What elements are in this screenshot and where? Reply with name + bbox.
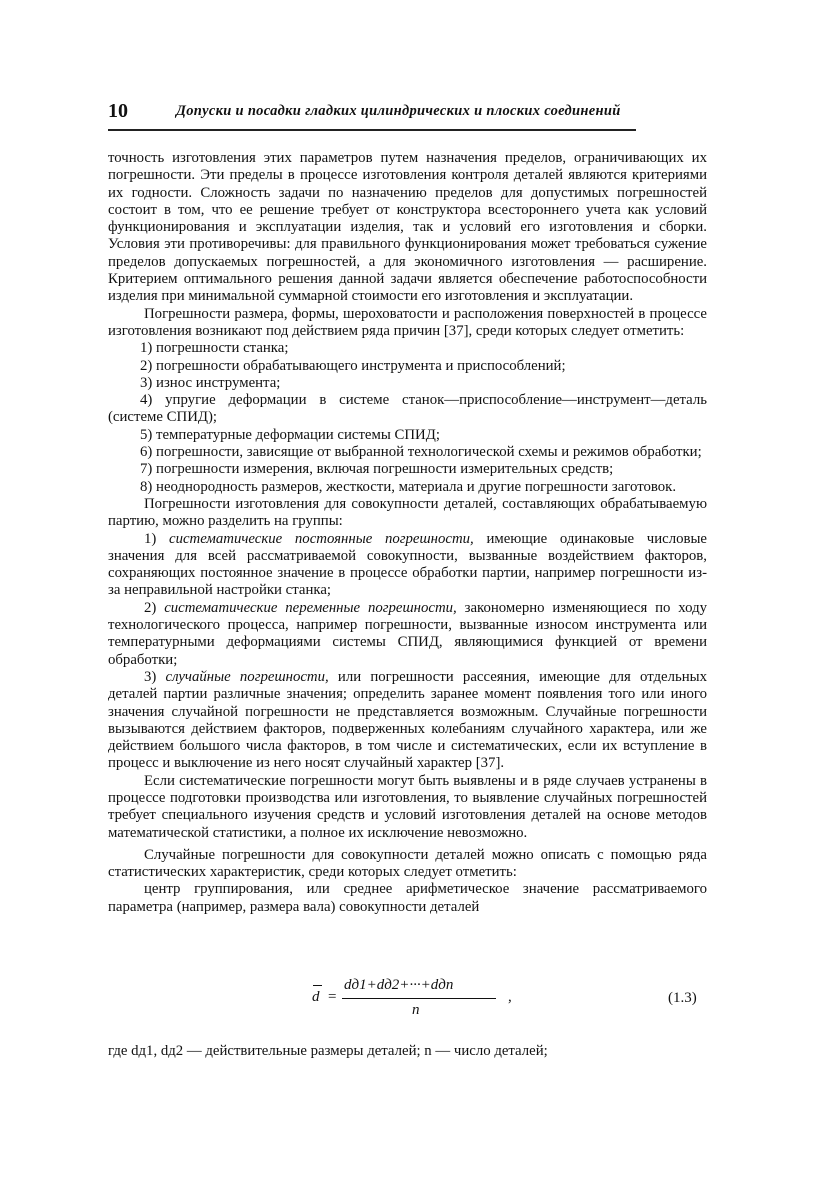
paragraph-4: Если систематические погрешности могут быть выявлены и в ряде случаев устранены в процессе подготовки производства или изготовления, то выявление случайных погрешностей требует специального изучения средств и условий изготовления деталей на основе методов математической статистики, а полное их исключение невозможно. xyxy=(108,772,707,841)
group-item-2 xyxy=(108,600,707,669)
paragraph-3: Погрешности изготовления для совокупности деталей, составляющих обрабатываемую партию, можно разделить на группы: xyxy=(108,495,707,530)
paragraph-5: Случайные погрешности для совокупности деталей можно описать с помощью ряда статистических характеристик, среди которых следует отметить: xyxy=(108,846,707,881)
where-line: где dд1, dд2 — действительные размеры деталей; n — число деталей; xyxy=(108,1043,548,1059)
list-item: 8) неоднородность размеров, жесткости, материала и другие погрешности заготовок. xyxy=(140,478,677,495)
header-rule xyxy=(108,129,636,131)
group-text: закономерно изменяющиеся по ходу технологического процесса, например погрешности, вызванные износом инструмента или температурными деформациями системы СПИД, являющимися функцией от времени обработки; xyxy=(108,599,708,668)
group-item-1 xyxy=(108,531,707,600)
body-text xyxy=(108,150,707,916)
running-header xyxy=(108,100,628,124)
group-term: систематические постоянные погрешности, xyxy=(169,530,474,547)
paragraph-1: точность изготовления этих параметров путем назначения пределов, ограничивающих их погрешности. Эти пределы в процессе изготовления контроля деталей являются критериями их годности. Сложность задачи по назначению пределов для допустимых погрешностей состоит в том, что ее решение требует от конструктора всестороннего учета как условий функционирования и эксплуатации изделия, так и условий его изготовления и сборки. Условия эти противоречивы: для правильного функционирования может требоваться сужение пределов допускаемых погрешностей, а для экономичного изготовления — расширение. Критерием оптимального решения данной задачи является обеспечение работоспособности изделия при минимальной суммарной стоимости его изготовления и эксплуатации. xyxy=(108,150,707,305)
list-item: 5) температурные деформации системы СПИД; xyxy=(140,426,440,443)
equation-number: (1.3) xyxy=(668,990,697,1006)
group-number: 1) xyxy=(144,530,157,547)
overbar xyxy=(313,985,322,986)
list-item: 7) погрешности измерения, включая погрешности измерительных средств; xyxy=(140,461,614,478)
group-number: 2) xyxy=(144,599,157,616)
list-item: 1) погрешности станка; xyxy=(140,340,289,357)
formula-denominator: n xyxy=(412,1002,420,1018)
fraction-line xyxy=(342,998,496,999)
group-item-3 xyxy=(108,669,707,773)
paragraph-2: Погрешности размера, формы, шероховатости и расположения поверхностей в процессе изготовления возникают под действием ряда причин [37], среди которых следует отметить: xyxy=(108,305,707,339)
list-item: 3) износ инструмента; xyxy=(140,374,281,391)
group-text: или погрешности рассеяния, имеющие для отдельных деталей партии различные значения; определить заранее момент появления того или иного значения случайной погрешности не представляется возможным. Случайные погрешности вызываются действием факторов, подверженных колебаниям случайного характера, или же действием большого числа факторов, в том числе и систематических, если их вступление в процесс и выключение из него носят случайный характер [37]. xyxy=(108,668,707,772)
group-term: систематические переменные погрешности, xyxy=(164,599,457,616)
formula-comma: , xyxy=(508,989,512,1005)
running-title: Допуски и посадки гладких цилиндрических и плоских соединений xyxy=(176,103,621,119)
formula-equals: = xyxy=(328,989,337,1005)
group-number: 3) xyxy=(144,668,157,685)
list-item: 6) погрешности, зависящие от выбранной технологической схемы и режимов обработки; xyxy=(140,444,702,461)
paragraph-6: центр группирования, или среднее арифметическое значение рассматриваемого параметра (например, размера вала) совокупности деталей xyxy=(108,881,707,915)
group-text: имеющие одинаковые числовые значения для всей рассматриваемой совокупности, вызванные воздействием факторов, сохраняющих постоянное значение в процессе обработки партии, например погрешности из-за неправильной настройки станка; xyxy=(108,530,707,599)
formula-mean xyxy=(312,977,552,1023)
list-item: 2) погрешности обрабатывающего инструмента и приспособлений; xyxy=(140,357,566,374)
page-number: 10 xyxy=(108,100,128,122)
list-item: 4) упругие деформации в системе станок—приспособление—инструмент—деталь (системе СПИД); xyxy=(108,392,707,426)
group-term: случайные погрешности, xyxy=(165,668,329,685)
formula-numerator: dд1+dд2+···+dдn xyxy=(344,977,454,993)
formula-lhs: d xyxy=(312,989,320,1005)
